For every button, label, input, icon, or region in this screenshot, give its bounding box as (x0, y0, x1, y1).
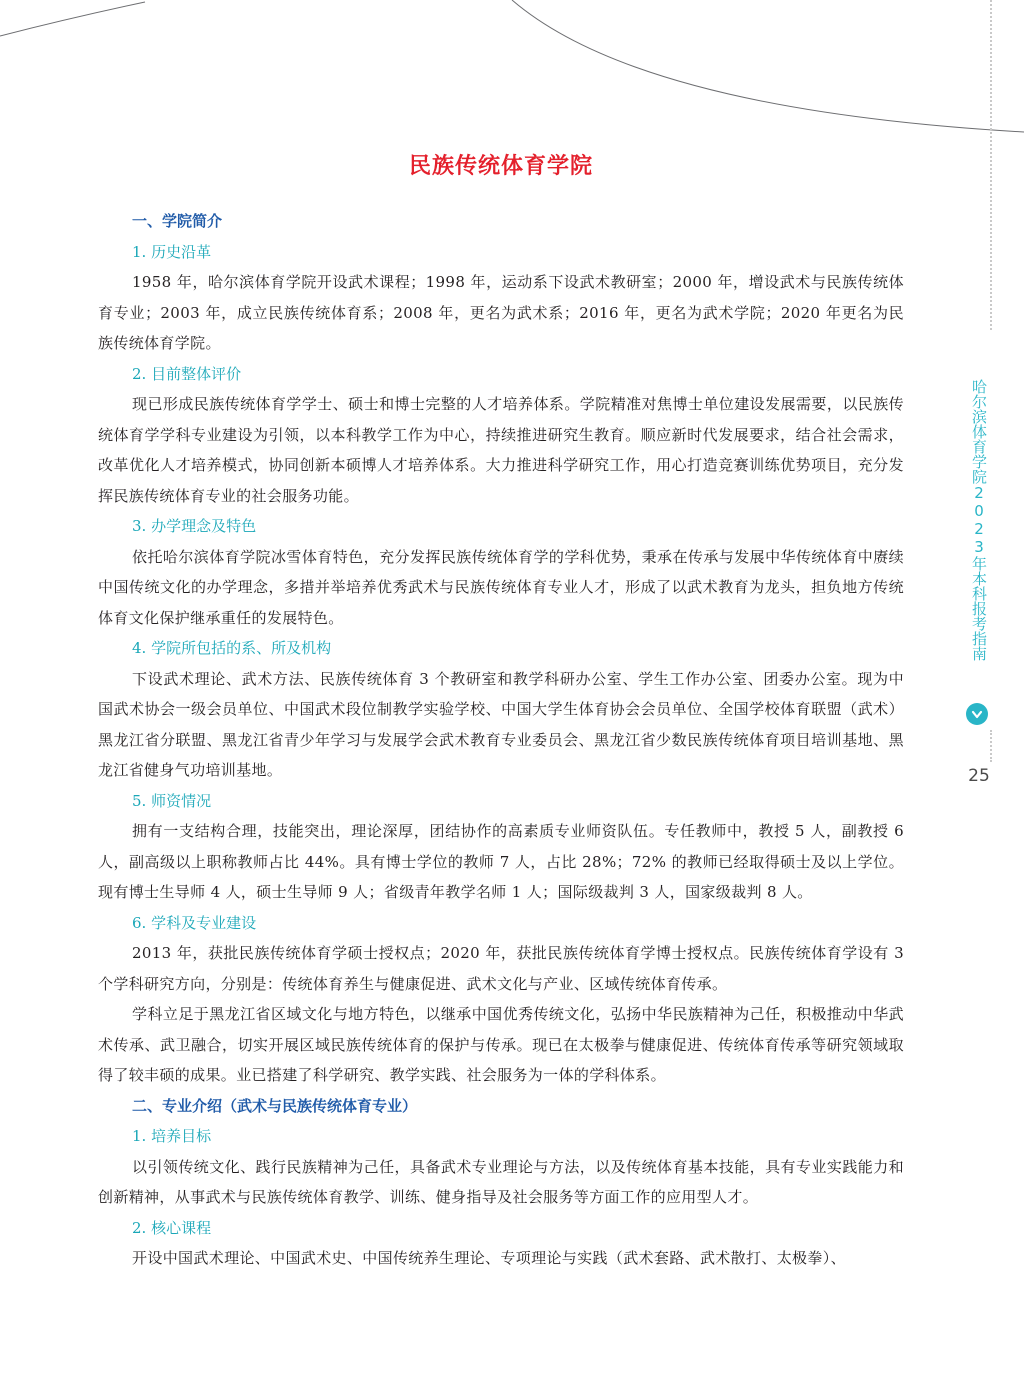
subsection-heading: 1. 培养目标 (132, 1127, 212, 1145)
section-heading: 二、专业介绍（武术与民族传统体育专业） (132, 1096, 418, 1115)
chevron-down-icon (966, 703, 988, 725)
subsection-heading: 2. 目前整体评价 (132, 364, 242, 383)
section-college-intro (98, 206, 904, 1091)
paragraph: 1958 年，哈尔滨体育学院开设武术课程；1998 年，运动系下设武术教研室；2000 年，增设武术与民族传统体育专业；2003 年，成立民族传统体育系；2008 年，更名为武术系；2016 年，更名为武术学院；2020 年更名为民族传统体育学院。 (98, 273, 904, 352)
section-heading: 一、学院简介 (132, 212, 223, 230)
sidebar-dotted-line-bottom (990, 730, 992, 762)
guide-title: 哈尔滨体育学院2023年本科报考指南 (970, 379, 988, 661)
paragraph: 拥有一支结构合理，技能突出，理论深厚，团结协作的高素质专业师资队伍。专任教师中，教授 5 人，副教授 6 人，副高级以上职称教师占比 44%。具有博士学位的教师 7 人，占比 28%；72% 的教师已经取得硕士及以上学位。现有博士生导师 4 人，硕士生导师 9 人；省级青年教学名师 1 人；国际级裁判 3 人，国家级裁判 8 人。 (98, 822, 904, 901)
subsection-heading: 4. 学院所包括的系、所及机构 (132, 639, 332, 657)
section-major-intro (98, 1091, 904, 1274)
paragraph: 以引领传统文化、践行民族精神为己任，具备武术专业理论与方法，以及传统体育基本技能，具有专业实践能力和创新精神，从事武术与民族传统体育教学、训练、健身指导及社会服务等方面工作的应用型人才。 (98, 1157, 904, 1206)
page-title: 民族传统体育学院 (408, 154, 593, 179)
paragraph: 学科立足于黑龙江省区域文化与地方特色，以继承中国优秀传统文化，弘扬中华民族精神为己任，积极推动中华武术传承、武卫融合，切实开展区域民族传统体育的保护与传承。现已在太极拳与健康促进、传统体育传承等研究领域取得了较丰硕的成果。业已搭建了科学研究、教学实践、社会服务为一体的学科体系。 (98, 1005, 904, 1084)
subsection-heading: 3. 办学理念及特色 (132, 517, 257, 535)
sidebar-dotted-line-top (990, 0, 992, 330)
paragraph: 现已形成民族传统体育学学士、硕士和博士完整的人才培养体系。学院精准对焦博士单位建设发展需要，以民族传统体育学学科专业建设为引领，以本科教学工作为中心，持续推进研究生教育。顺应新时代发展要求，结合社会需求，改革优化人才培养模式，协同创新本硕博人才培养体系。大力推进科学研究工作，用心打造竞赛训练优势项目，充分发挥民族传统体育专业的社会服务功能。 (98, 395, 904, 505)
paragraph: 开设中国武术理论、中国武术史、中国传统养生理论、专项理论与实践（武术套路、武术散打、太极拳）、 (132, 1249, 846, 1267)
subsection-heading: 5. 师资情况 (132, 791, 212, 810)
article (98, 150, 904, 1274)
paragraph: 2013 年，获批民族传统体育学硕士授权点；2020 年，获批民族传统体育学博士授权点。民族传统体育学设有 3 个学科研究方向，分别是：传统体育养生与健康促进、武术文化与产业、区域传统体育传承。 (98, 944, 904, 993)
page-number: 25 (968, 766, 990, 786)
paragraph: 下设武术理论、武术方法、民族传统体育 3 个教研室和教学科研办公室、学生工作办公室、团委办公室。现为中国武术协会一级会员单位、中国武术段位制教学实验学校、中国大学生体育协会会员单位、全国学校体育联盟（武术）黑龙江省分联盟、黑龙江省青少年学习与发展学会武术教育专业委员会、黑龙江省少数民族传统体育项目培训基地、黑龙江省健身气功培训基地。 (98, 669, 904, 779)
subsection-heading: 1. 历史沿革 (132, 242, 212, 261)
subsection-heading: 6. 学科及专业建设 (132, 913, 257, 932)
subsection-heading: 2. 核心课程 (132, 1218, 212, 1237)
paragraph: 依托哈尔滨体育学院冰雪体育特色，充分发挥民族传统体育学的学科优势，秉承在传承与发展中华传统体育中赓续中国传统文化的办学理念，多措并举培养优秀武术与民族传统体育专业人才，形成了以武术教育为龙头，担负地方传统体育文化保护继承重任的发展特色。 (98, 547, 904, 627)
